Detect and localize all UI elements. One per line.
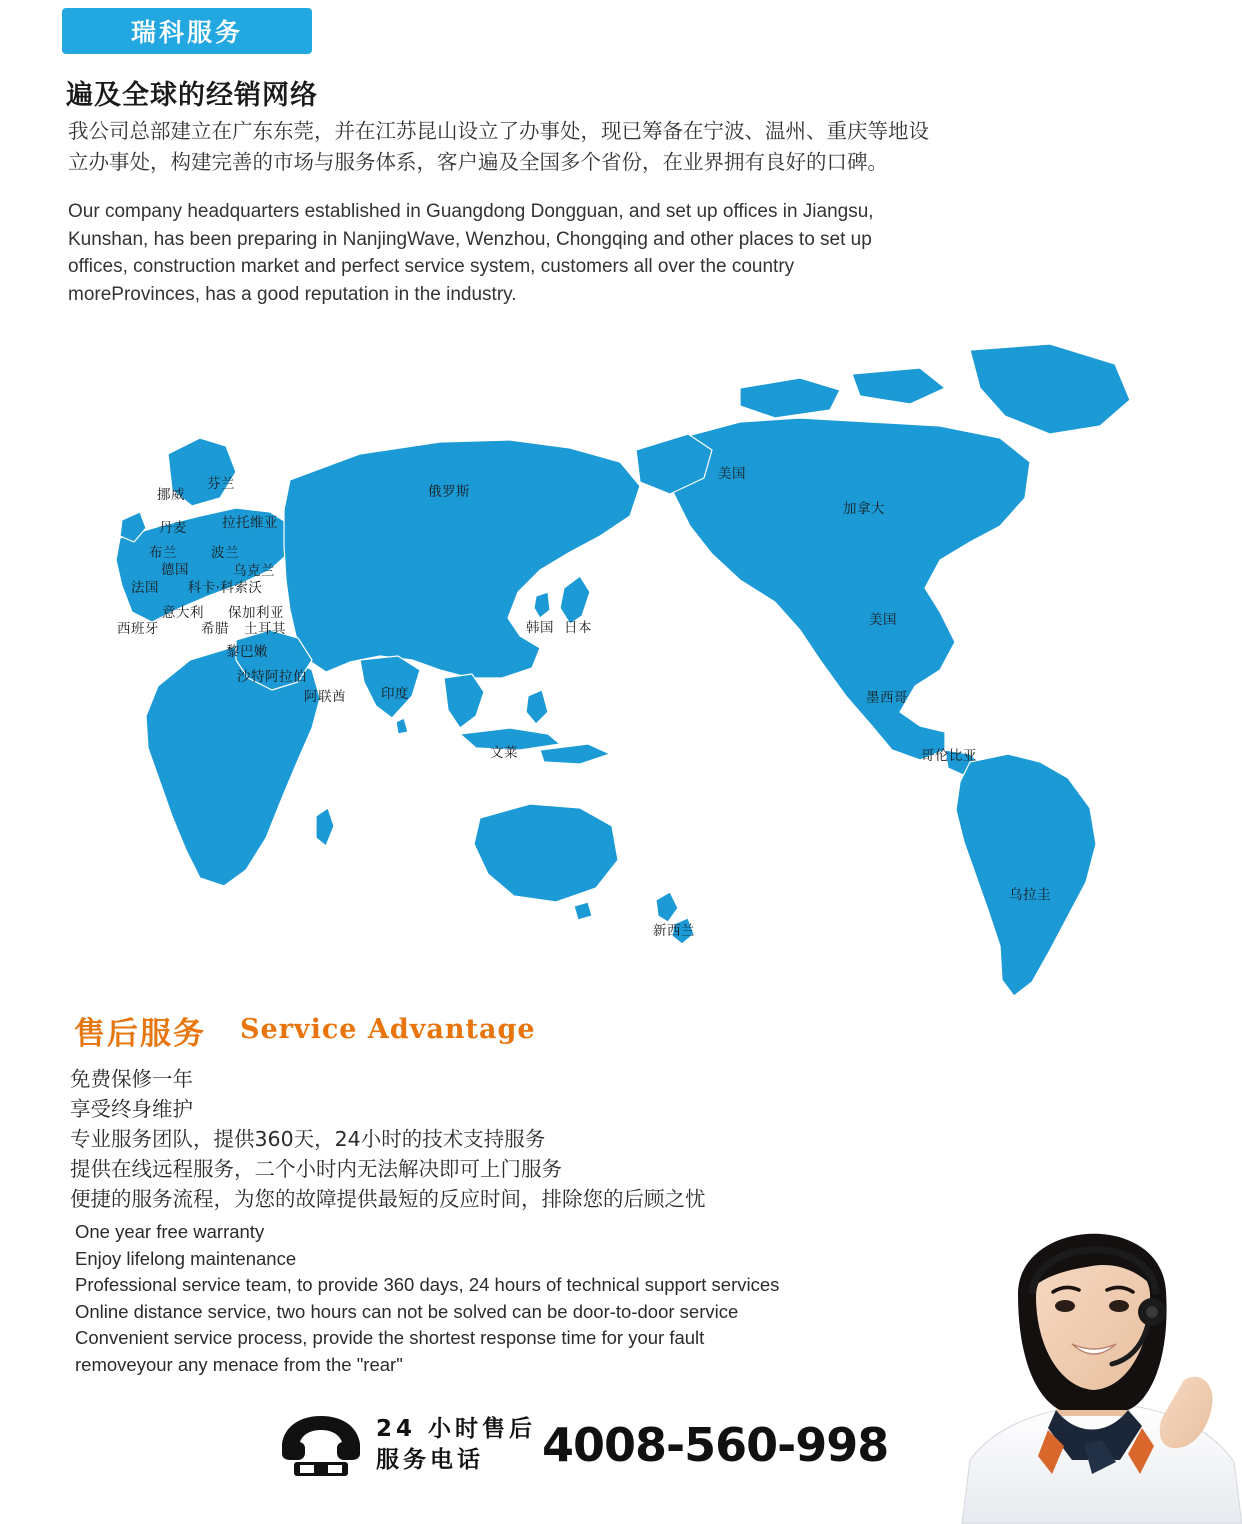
map-label: 俄罗斯 [428,484,470,500]
telephone-icon [278,1412,364,1478]
service-item-en: removeyour any menace from the "rear" [75,1353,403,1375]
service-badge [62,8,312,54]
map-label: 科卡·科索沃 [187,580,263,596]
service-list-cn [70,1064,970,1214]
map-label: 墨西哥 [866,690,908,706]
map-label: 韩国 [526,620,554,636]
operator-illustration [952,1144,1242,1524]
hotline-line1: 24 小时售后 [376,1416,537,1442]
service-title-cn: 售后服务 [74,1016,206,1052]
service-item-cn: 便捷的服务流程，为您的故障提供最短的反应时间，排除您的后顾之忧 [70,1187,706,1211]
map-label: 美国 [869,612,897,628]
map-label: 保加利亚 [228,605,284,621]
map-label: 日本 [564,620,592,636]
service-badge-label: 瑞科服务 [130,18,243,47]
map-label: 丹麦 [159,520,187,536]
service-title-en: Service Advantage [240,1014,536,1045]
map-label: 西班牙 [117,621,159,637]
map-label: 希腊 [201,621,229,637]
service-item-en: Professional service team, to provide 360 days, 24 hours of technical support services [75,1274,780,1295]
service-list-en [75,1219,955,1378]
service-item-en: Online distance service, two hours can not be solved can be door-to-door service [75,1300,739,1322]
map-label: 美国 [718,466,746,482]
map-label: 文莱 [490,745,518,761]
map-label: 拉托维亚 [222,515,278,531]
service-item-cn: 免费保修一年 [70,1067,193,1091]
network-paragraph-en: Our company headquarters established in Guangdong Dongguan, and set up offices in Jiangsu, Kunshan, has been preparing in NanjingWave, Wenzhou, Chongqing and other places to set up offices, construction market and perfect service system, customers all over the country moreProvinces, has a good reputation in the industry. [68,201,874,305]
network-paragraph-cn: 我公司总部建立在广东东莞，并在江苏昆山设立了办事处，现已筹备在宁波、温州、重庆等地设立办事处，构建完善的市场与服务体系，客户遍及全国多个省份，在业界拥有良好的口碑。 [68,119,929,174]
map-label: 德国 [161,562,189,578]
map-label: 沙特阿拉伯 [237,669,307,685]
map-label: 挪威 [157,487,185,503]
hotline [278,1412,888,1478]
page-title: 遍及全球的经销网络 [66,80,318,111]
world-map [40,330,1210,1000]
map-label: 加拿大 [843,501,885,517]
map-label: 意大利 [162,605,204,621]
map-label: 印度 [381,686,409,702]
customer-service-operator-photo [952,1144,1242,1524]
map-label: 土耳其 [244,621,286,637]
hotline-number: 4008-560-998 [542,1418,889,1472]
map-label: 新西兰 [653,923,695,939]
map-label: 乌克兰 [233,563,275,579]
service-item-cn: 专业服务团队，提供360天，24小时的技术支持服务 [70,1127,546,1151]
map-label: 阿联酋 [304,689,346,705]
map-label: 芬兰 [207,476,235,492]
map-label: 哥伦比亚 [921,748,977,764]
map-label: 乌拉圭 [1009,887,1051,903]
map-label: 波兰 [211,545,239,561]
map-label: 黎巴嫩 [226,644,268,660]
hotline-line2: 服务电话 [376,1447,484,1473]
map-label: 法国 [131,580,159,596]
service-item-cn: 提供在线远程服务，二个小时内无法解决即可上门服务 [70,1157,562,1181]
service-item-en: Convenient service process, provide the shortest response time for your fault [75,1327,705,1348]
service-item-en: One year free warranty [75,1221,265,1242]
map-label: 布兰 [149,545,177,561]
service-item-cn: 享受终身维护 [70,1097,193,1121]
service-item-en: Enjoy lifelong maintenance [75,1247,297,1269]
